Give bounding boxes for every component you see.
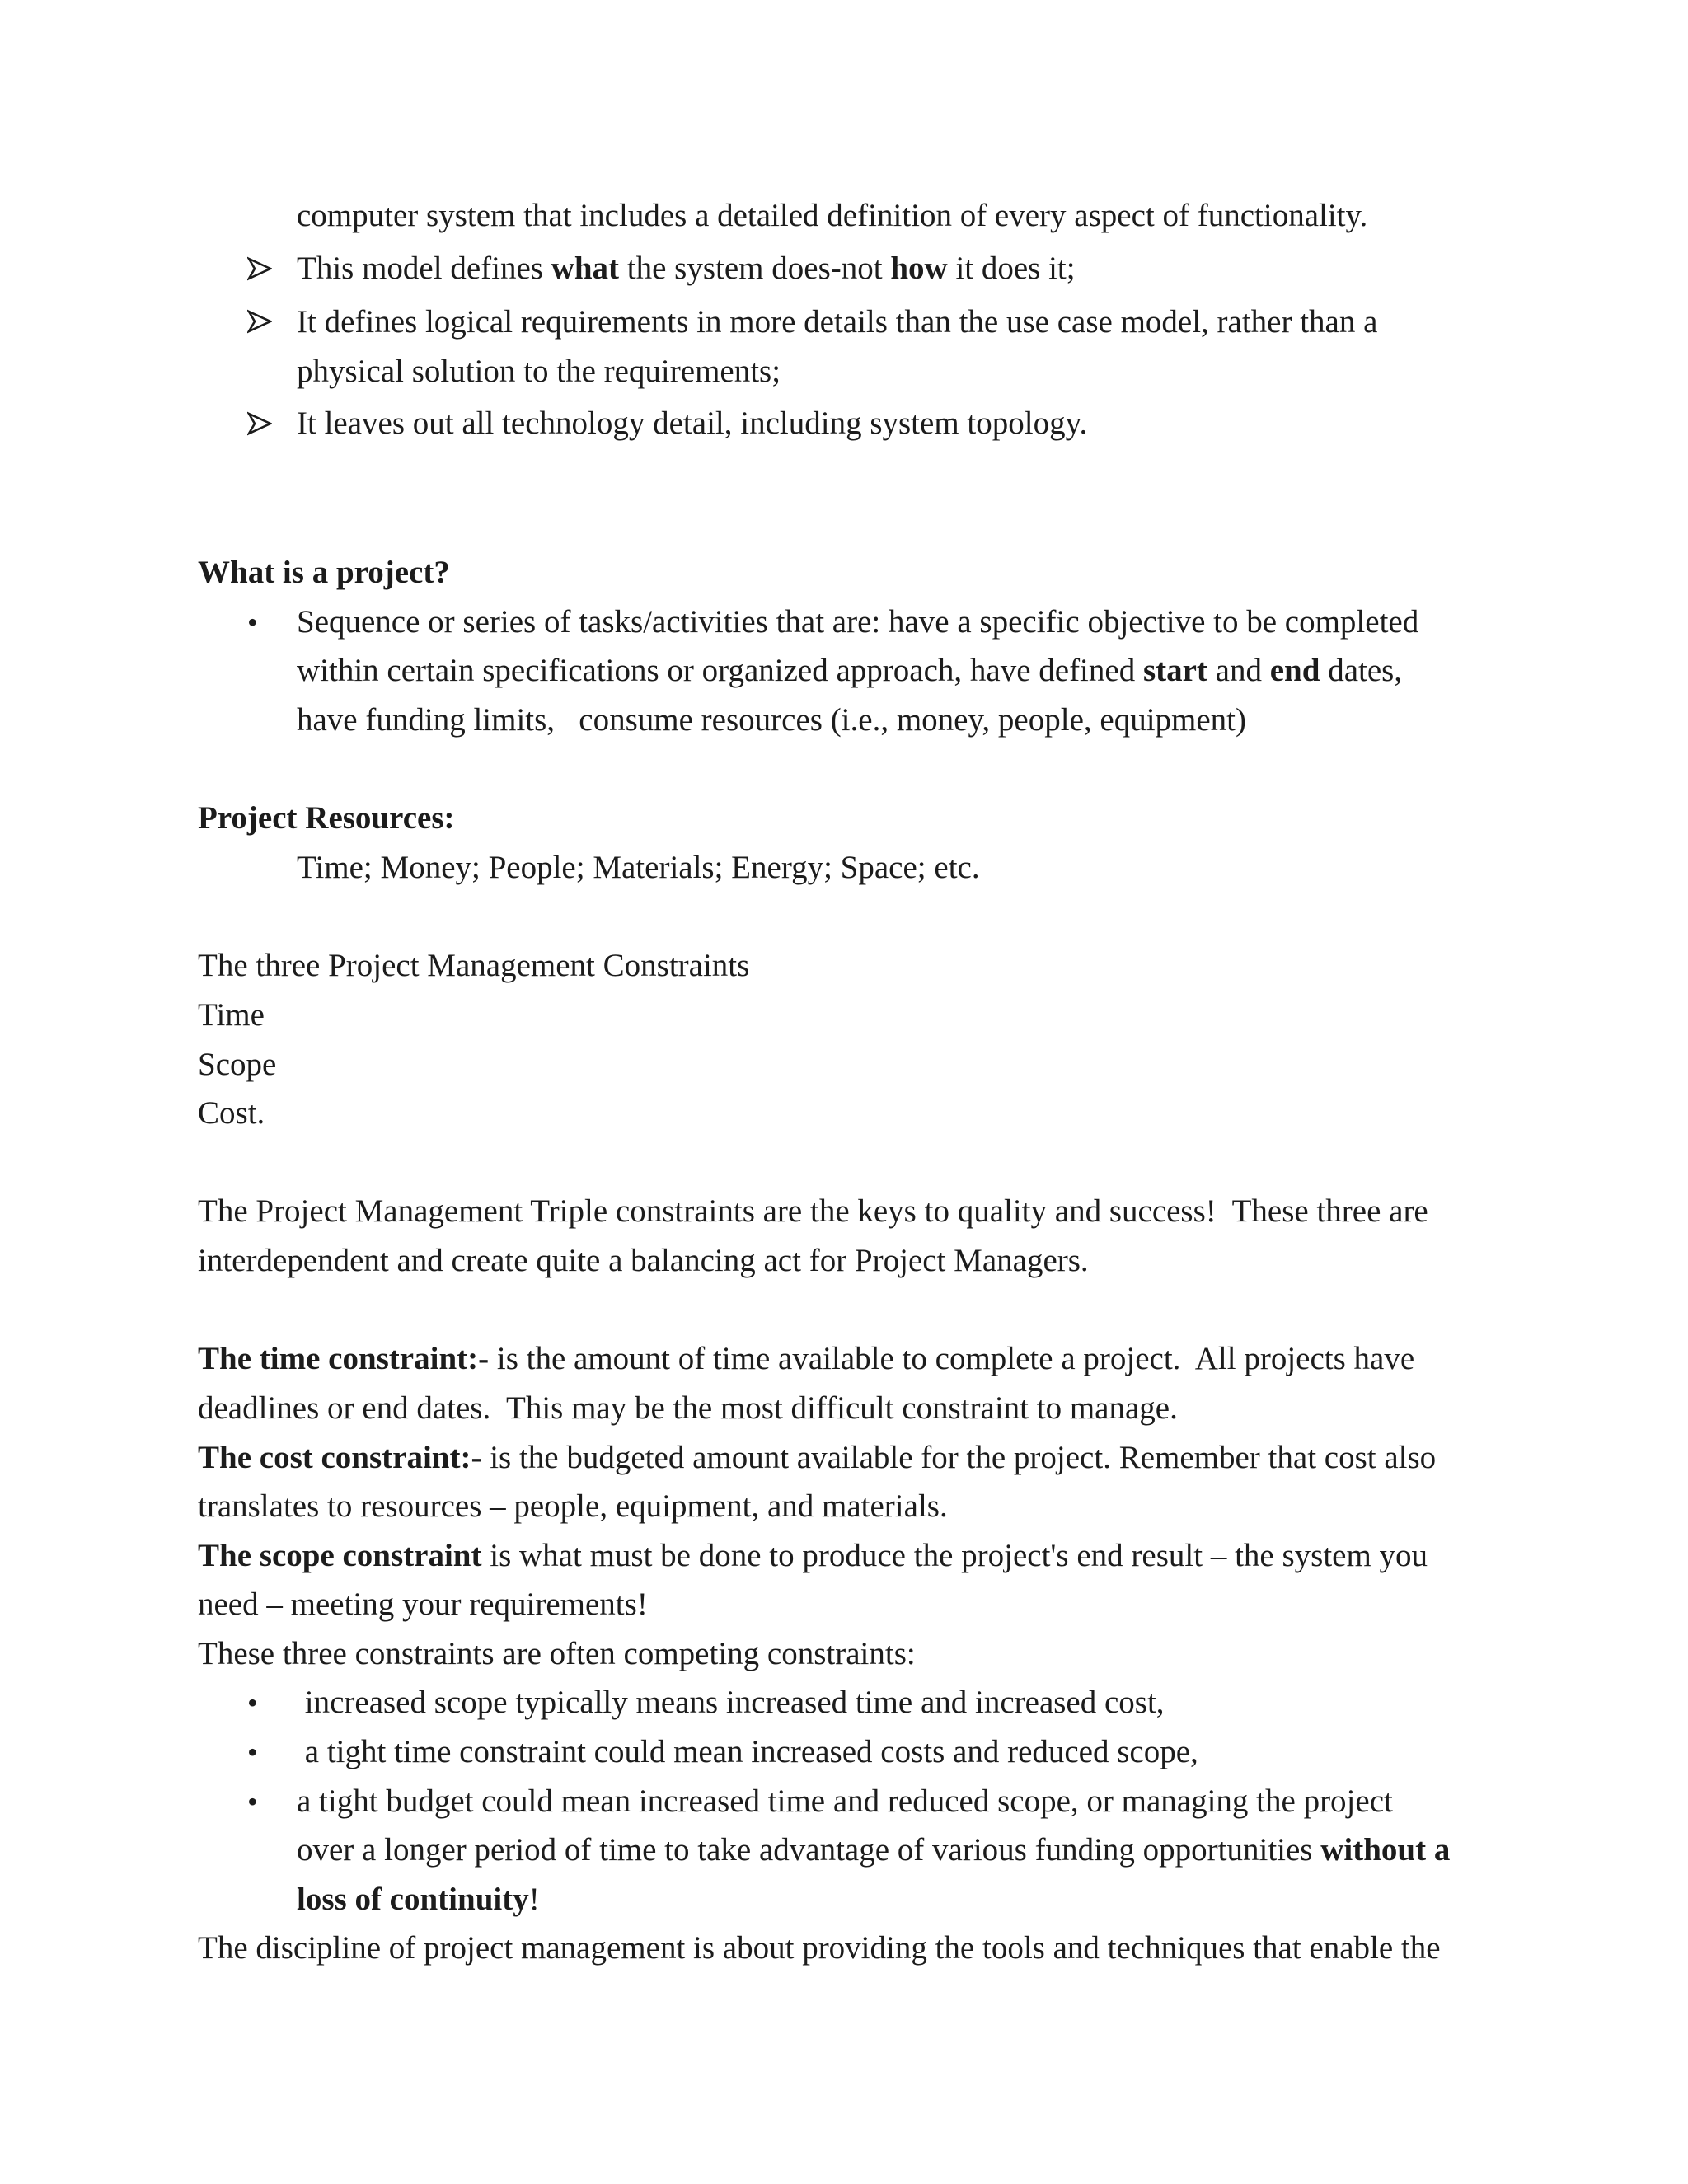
intro-continuation: computer system that includes a detailed definition of every aspect of functionality. xyxy=(297,198,1368,233)
arrowhead-bullet-icon xyxy=(247,411,272,436)
intro-bullet-1: This model defines what the system does-not how it does it; xyxy=(297,251,1076,286)
constraint-item-cost: Cost. xyxy=(198,1095,265,1131)
constraint-item-time: Time xyxy=(198,997,265,1033)
arrowhead-bullet-icon xyxy=(247,256,272,281)
intro-bullet-2-line-1: It defines logical requirements in more details than the use case model, rather than a xyxy=(297,304,1378,340)
scope-constraint-line-1: The scope constraint is what must be done to produce the project's end result – the system you xyxy=(198,1538,1428,1573)
competing-bullet-3-line-1: a tight budget could mean increased time and reduced scope, or managing the project xyxy=(297,1783,1393,1819)
bullet-dot: • xyxy=(247,1686,258,1719)
intro-bullet-2-line-2: physical solution to the requirements; xyxy=(297,354,781,389)
competing-intro: These three constraints are often competing constraints: xyxy=(198,1636,916,1671)
competing-bullet-1: increased scope typically means increased time and increased cost, xyxy=(297,1685,1165,1720)
project-heading: What is a project? xyxy=(198,555,450,590)
resources-heading: Project Resources: xyxy=(198,800,455,836)
resources-list: Time; Money; People; Materials; Energy; Space; etc. xyxy=(297,850,980,885)
constraints-title: The three Project Management Constraints xyxy=(198,948,750,983)
competing-bullet-3-line-3: loss of continuity! xyxy=(297,1882,540,1917)
time-constraint-line-2: deadlines or end dates. This may be the most difficult constraint to manage. xyxy=(198,1390,1178,1426)
bullet-dot: • xyxy=(247,1736,258,1769)
project-line-3: have funding limits, consume resources (i.e., money, people, equipment) xyxy=(297,702,1247,738)
cost-constraint-line-2: translates to resources – people, equipment, and materials. xyxy=(198,1488,948,1524)
cost-constraint-line-1: The cost constraint:- is the budgeted amount available for the project. Remember that cost also xyxy=(198,1440,1437,1475)
triple-paragraph-line-2: interdependent and create quite a balancing act for Project Managers. xyxy=(198,1243,1089,1278)
bullet-dot: • xyxy=(247,1785,258,1818)
constraint-item-scope: Scope xyxy=(198,1047,277,1082)
time-constraint-line-1: The time constraint:- is the amount of time available to complete a project. All projects have xyxy=(198,1341,1415,1376)
triple-paragraph-line-1: The Project Management Triple constraints are the keys to quality and success! These three are xyxy=(198,1193,1428,1229)
project-line-1: Sequence or series of tasks/activities that are: have a specific objective to be completed xyxy=(297,604,1419,640)
competing-bullet-2: a tight time constraint could mean increased costs and reduced scope, xyxy=(297,1734,1198,1769)
project-line-2: within certain specifications or organized approach, have defined start and end dates, xyxy=(297,653,1403,688)
bullet-dot: • xyxy=(247,606,258,639)
intro-bullet-3: It leaves out all technology detail, including system topology. xyxy=(297,405,1088,441)
competing-bullet-3-line-2: over a longer period of time to take advantage of various funding opportunities without a xyxy=(297,1832,1451,1868)
scope-constraint-line-2: need – meeting your requirements! xyxy=(198,1586,648,1622)
closing-line-1: The discipline of project management is about providing the tools and techniques that enable the xyxy=(198,1930,1441,1966)
arrowhead-bullet-icon xyxy=(247,309,272,334)
